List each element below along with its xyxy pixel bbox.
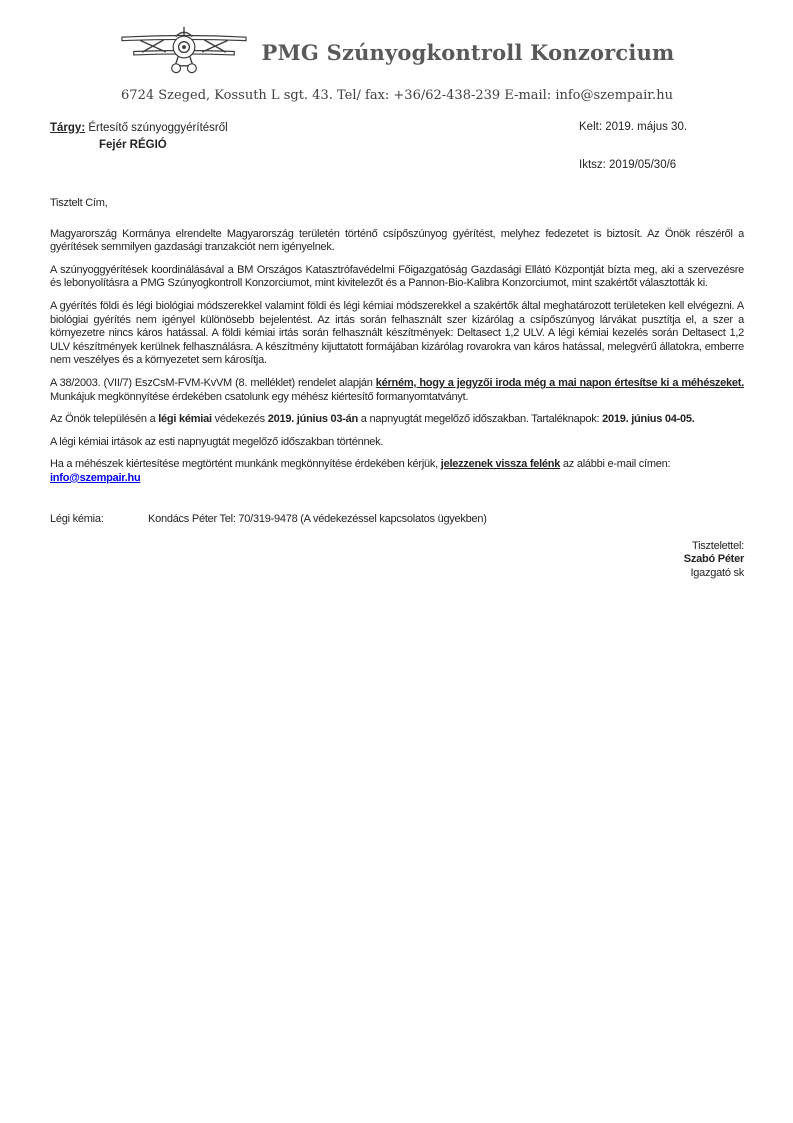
date-text: Kelt: 2019. május 30. [579, 121, 688, 133]
reply-text-post: az alábbi e-mail címen: [560, 458, 671, 471]
contact-label: Légi kémia: [50, 512, 104, 525]
letterhead [50, 24, 744, 81]
signature-block [50, 540, 744, 581]
paragraph-beekeepers [50, 377, 744, 404]
subject-text: Értesítő szúnyoggyérítésről [88, 122, 228, 134]
schedule-text-mid2: a napnyugtát megelőző időszakban. Tartaléknapok: [357, 413, 603, 426]
email-link[interactable]: info@szempair.hu [50, 471, 141, 484]
contact-value: Kondács Péter Tel: 70/319-9478 (A védekezéssel kapcsolatos ügyekben) [148, 512, 487, 525]
date-block [579, 120, 744, 172]
reply-text-pre: Ha a méhészek kiértesítése megtörtént munkánk megkönnyítése érdekében kérjük, [50, 458, 441, 471]
paragraph-coordination: A szúnyoggyérítések koordinálásával a BM Országos Katasztrófavédelmi Főigazgatóság Gazdasági Ellátó Központját bízta meg, aki a szervezésre és lebonyolításra a PMG Szúnyogkontroll Konzorciumot, mint kivitelezőt és a Pannon-Bio-Kalibra Konzorciumot, mint szakértőt választották ki. [50, 263, 744, 290]
signature-closing: Tisztelettel: [692, 539, 744, 552]
paragraph-government: Magyarország Kormánya elrendelte Magyarország területén történő csípőszúnyog gyérítést, melyhez fedezetet is biztosít. Az Önök részéről a gyérítések semmilyen gazdasági tranzakciót nem igényelnek. [50, 227, 744, 254]
schedule-reserve-dates-bold: 2019. június 04-05. [602, 413, 695, 426]
region-text: Fejér RÉGIÓ [99, 139, 167, 151]
greeting-text: Tisztelt Cím, [50, 197, 108, 209]
beekeeper-notice-emphasis: kérném, hogy a jegyzői iroda még a mai napon értesítse ki a méhészeket. [375, 376, 745, 389]
ref-number-text: Iktsz: 2019/05/30/6 [579, 159, 677, 171]
subject-label: Tárgy: [50, 122, 86, 134]
company-address: 6724 Szeged, Kossuth L sgt. 43. Tel/ fax: +36/62-438-239 E-mail: info@szempair.hu [121, 88, 673, 103]
beekeeper-text-pre: A 38/2003. (VII/7) EszCsM-FVM-KvVM (8. melléklet) rendelet alapján [50, 376, 376, 389]
paragraph-methods: A gyérítés földi és légi biológiai módszerekkel valamint földi és légi kémiai módszerekkel a szakértők által meghatározott területeken kell elvégezni. A biológiai gyérítés nem igényel különösebb bejelentést. Az irtás során felhasznált szer kizárólag a csípőszúnyog lárvákat pusztítja el, a szer a környezetre nincs káros hatással. A földi kémiai irtás során felhasznált készítmények: Deltasect 1,2 ULV. A légi kémiai kezelés során Deltasect 1,2 ULV készítmények kerülnek felhasználásra. A készítmény kijuttatott formájában kizárólag rovarokra van káros hatással, melegvérű állatokra, emberre nem veszélyes és a környezetet sem károsítja. [50, 299, 744, 367]
reply-request-emphasis: jelezzenek vissza felénk [440, 458, 561, 471]
contact-row [50, 513, 744, 525]
company-title: PMG Szúnyogkontroll Konzorcium [261, 40, 675, 65]
subject-block [50, 120, 228, 172]
paragraph-reply-request [50, 458, 744, 485]
schedule-text-pre: Az Önök településén a [50, 413, 159, 426]
signature-name: Szabó Péter [683, 553, 744, 566]
schedule-date-bold: 2019. június 03-án [267, 413, 358, 426]
beekeeper-text-post: Munkájuk megkönnyítése érdekében csatolunk egy méhész kiértesítő formanyomtatványt. [50, 390, 469, 403]
schedule-method-bold: légi kémiai [158, 413, 212, 426]
biplane-logo-icon [120, 24, 248, 81]
schedule-text-mid1: védekezés [211, 413, 268, 426]
paragraph-timing: A légi kémiai irtások az esti napnyugtát megelőző időszakban történnek. [50, 435, 384, 448]
signature-title: Igazgató sk [690, 566, 744, 579]
paragraph-schedule [50, 413, 744, 427]
meta-row [50, 120, 744, 172]
letter-body [50, 197, 744, 486]
